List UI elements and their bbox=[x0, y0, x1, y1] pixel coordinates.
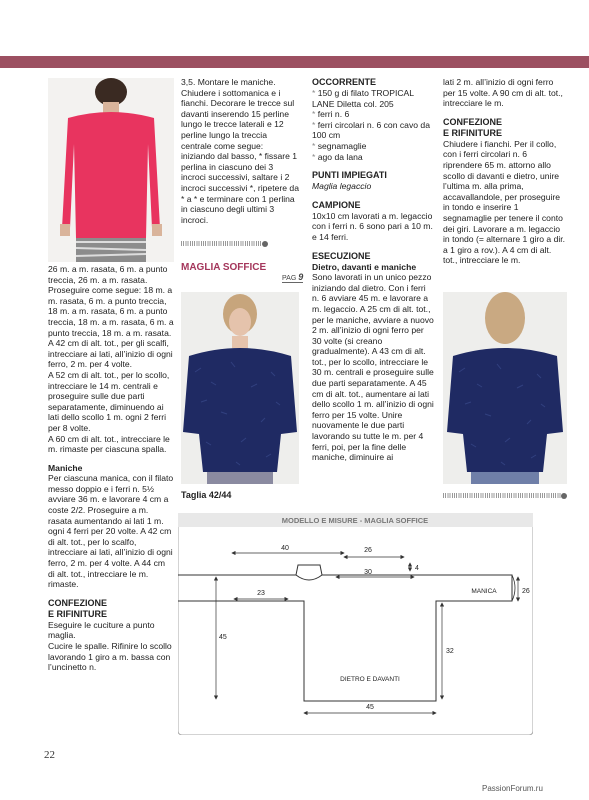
page-reference bbox=[282, 272, 303, 283]
esecuzione-text: Sono lavorati in un unico pezzo iniziando dal dietro. Con i ferri n. 6 avviare 45 m. e lavorare a m. legaccio. A 25 cm di alt. tot., per le maniche, avviare a nuovo 2 m. all’inizio di ogni ferro per 30 volte (si creano gradualmente). A 43 cm di alt. tot., per lo scollo, intrecciare le 30 m. centrali e proseguire sulle due parti separatamente. A 45 cm di alt. tot., aumentare ai lati dello scollo 1 m. all’inizio di ogni ferro per 15 volte. Unire nuovamente le due parti lavorando su tutte le m. per 4 ferri, poi, per la fine delle maniche, diminuire ai bbox=[312, 272, 434, 463]
occorrente-item: * segnamaglie bbox=[312, 140, 367, 151]
label-body: DIETRO E DAVANTI bbox=[340, 676, 400, 683]
watermark: PassionForum.ru bbox=[482, 784, 543, 793]
dim-26-top: 26 bbox=[364, 547, 372, 554]
pattern-diagram bbox=[178, 513, 533, 735]
col4-confezione-title-2: E RIFINITURE bbox=[443, 127, 503, 138]
col4-confezione-text: Chiudere i fianchi. Per il collo, con i ferri circolari n. 6 riprendere 65 m. attorno allo scollo di davanti e dietro, unire l’ultima m. alla prima, accavallandole, per proseguire in tondo e inserire 1 segnamaglie per tenere il conto dei giri. Lavorare a m. legaccio in tondo (= alternare 1 giro a dir. a 1 giro a rov.). A 4 cm di alt. tot., intrecciare le m. bbox=[443, 138, 566, 266]
occorrente-list bbox=[312, 88, 434, 162]
photo-navy-sweater-front bbox=[181, 292, 299, 484]
divider-dot bbox=[262, 241, 268, 247]
occorrente-item: * 150 g di filato TROPICAL LANE Diletta col. 205 bbox=[312, 88, 414, 109]
campione-title: CAMPIONE bbox=[312, 199, 361, 210]
campione-text: 10x10 cm lavorati a m. legaccio con i ferri n. 6 sono pari a 10 m. e 14 ferri. bbox=[312, 210, 433, 242]
dim-45-bottom: 45 bbox=[366, 704, 374, 711]
col1-text: 26 m. a m. rasata, 6 m. a punto treccia, 26 m. a m. rasata. Proseguire come segue: 18 m. a m. rasata, 6 m. a punto treccia, 18 m. a m. rasata, 6 m. a punto treccia, 18 m. a m. rasata, 6 m. a punto treccia, 18 m. a m. rasata. A 42 cm di alt. tot., per gli scalfi, intrecciare ai lati, all’inizio di ogni ferro, 2 m. per 4 volte. A 52 cm di alt. tot., per lo scollo, intrecciare le 14 m. centrali e proseguire sulle due parti separatamente, diminuendo ai lati dello scollo 1 m. ogni 2 ferri per 8 volte. A 60 cm di alt. tot., intrecciare le m. rimaste per ciascuna spalla. bbox=[48, 264, 174, 455]
dim-26-side: 26 bbox=[522, 588, 530, 595]
divider-ticks-right bbox=[443, 493, 561, 498]
dim-30: 30 bbox=[364, 569, 372, 576]
dim-23: 23 bbox=[257, 590, 265, 597]
size-label: Taglia 42/44 bbox=[181, 490, 232, 500]
punti-title: PUNTI IMPIEGATI bbox=[312, 170, 387, 181]
col1-confezione-text: Eseguire le cuciture a punto maglia. Cucire le spalle. Rifinire lo scollo lavorando 1 giro a m. bassa con l’uncinetto n. bbox=[48, 619, 172, 673]
column-3 bbox=[312, 77, 434, 463]
pag-label: PAG bbox=[282, 275, 297, 282]
esecuzione-title: ESECUZIONE bbox=[312, 250, 371, 261]
diagram-title: MODELLO E MISURE - MAGLIA SOFFICE bbox=[281, 516, 429, 525]
divider-dot-right bbox=[561, 493, 567, 499]
esecuzione-subtitle: Dietro, davanti e maniche bbox=[312, 261, 417, 272]
section-title: MAGLIA SOFFICE bbox=[181, 262, 267, 273]
occorrente-item: * ago da lana bbox=[312, 151, 363, 162]
photo-navy-sweater-back bbox=[443, 292, 567, 484]
confezione-title-1: CONFEZIONE bbox=[48, 597, 108, 608]
photo-pink-sweater-back bbox=[48, 78, 174, 262]
dim-40: 40 bbox=[281, 545, 289, 552]
top-color-band bbox=[0, 56, 589, 68]
occorrente-item: * ferri n. 6 bbox=[312, 109, 350, 120]
col2-text: 3,5. Montare le maniche. Chiudere i sottomanica e i fianchi. Decorare le trecce sul davanti inserendo 15 perline lungo le trecce laterali e 12 perline lungo la treccia centrale come segue: iniziando dal basso, * fissare 1 perlina in ciascuno dei 3 incroci successivi, saltare i 2 incroci successivi *, ripetere da * a * e terminare con 1 perlina in ciascuno degli ultimi 3 incroci. bbox=[181, 77, 299, 225]
confezione-title-2: E RIFINITURE bbox=[48, 608, 108, 619]
dim-32: 32 bbox=[446, 648, 454, 655]
divider-ticks bbox=[181, 241, 261, 246]
occorrente-item: * ferri circolari n. 6 con cavo da 100 cm bbox=[312, 119, 430, 141]
label-manica: MANICA bbox=[471, 588, 497, 595]
dim-4: 4 bbox=[415, 565, 419, 572]
column-1 bbox=[48, 264, 174, 673]
column-2 bbox=[181, 77, 299, 225]
page-number: 22 bbox=[44, 749, 55, 761]
maniche-title: Maniche bbox=[48, 462, 83, 473]
punti-text: Maglia legaccio bbox=[312, 181, 372, 192]
occorrente-title: OCCORRENTE bbox=[312, 77, 377, 87]
pag-number: 9 bbox=[298, 272, 304, 282]
maniche-text: Per ciascuna manica, con il filato messo doppio e i ferri n. 5½ avviare 36 m. e lavorare 4 cm a coste 2/2. Proseguire a m. rasata aumentando ai lati 1 m. ogni 4 ferri per 20 volte. A 42 cm di alt. tot., per lo scalfo, intrecciare ai lati, all’inizio di ogni ferro, 2 m. per 4 volte. A 44 cm di alt. tot., intrecciare le m. rimaste. bbox=[48, 473, 174, 590]
dim-45-left: 45 bbox=[219, 634, 227, 641]
col4-confezione-title-1: CONFEZIONE bbox=[443, 116, 503, 127]
col4-text: lati 2 m. all’inizio di ogni ferro per 15 volte. A 90 cm di alt. tot., intrecciare le m. bbox=[443, 77, 563, 109]
column-4 bbox=[443, 77, 566, 266]
